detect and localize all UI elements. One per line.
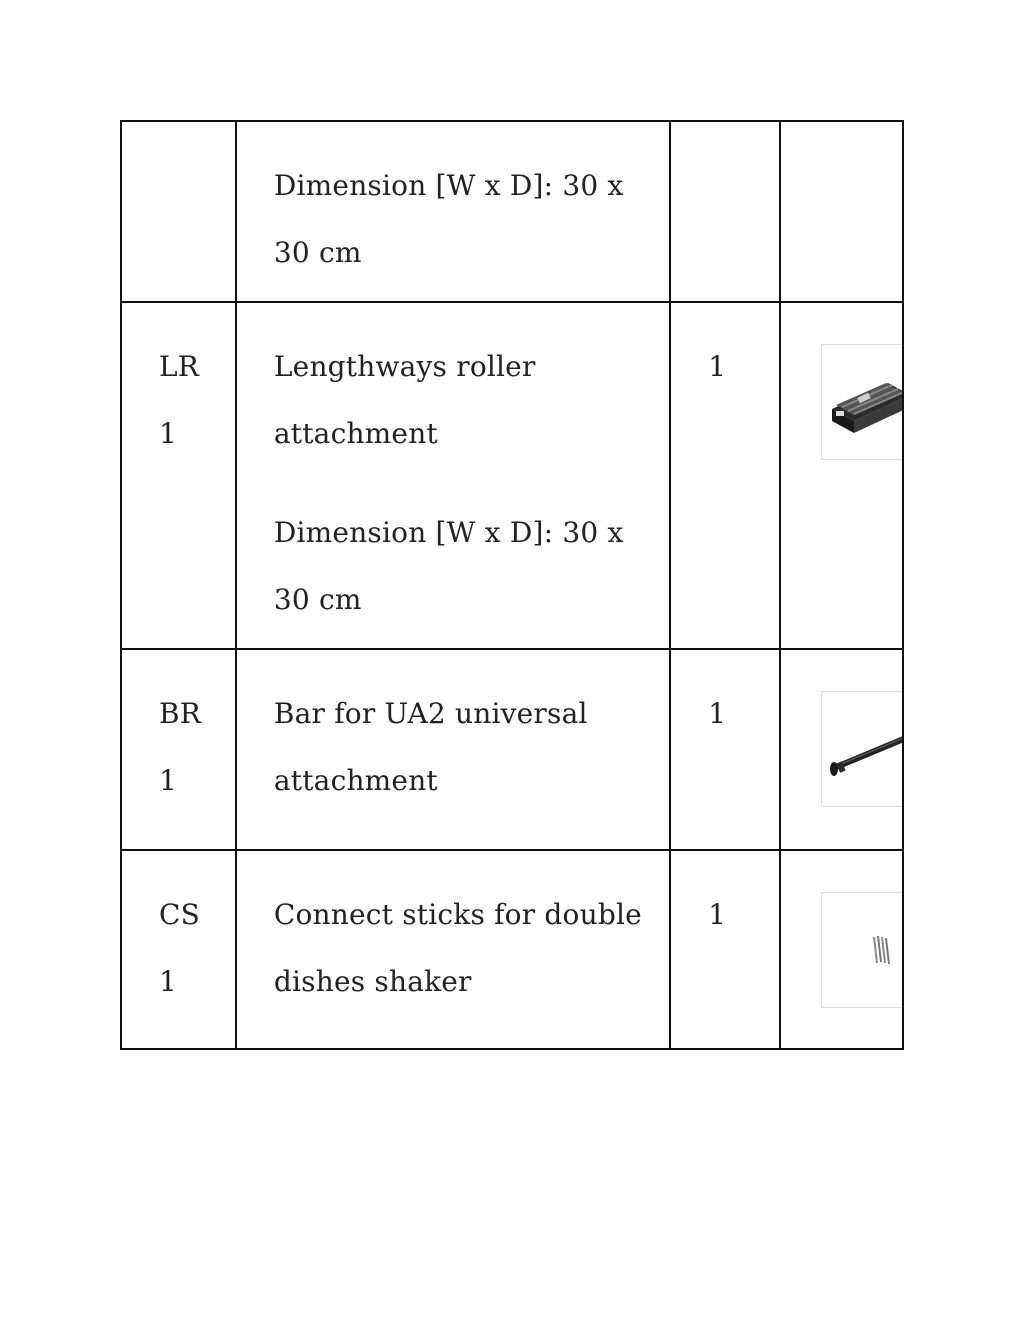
part-code-prefix: CS	[159, 898, 201, 931]
part-code-number: 1	[159, 417, 178, 450]
part-image-cell	[780, 850, 903, 1049]
part-code-prefix: LR	[159, 350, 200, 383]
part-description-cell	[236, 302, 670, 649]
roller-attachment-icon	[822, 345, 903, 460]
part-code-prefix: BR	[159, 697, 202, 730]
part-description: Bar for UA2 universal attachment	[273, 697, 588, 797]
part-image-cell	[780, 302, 903, 649]
part-code-cell	[121, 121, 236, 302]
part-description-cell	[236, 850, 670, 1049]
table-row	[121, 649, 903, 850]
part-image-cell	[780, 649, 903, 850]
table-row	[121, 850, 903, 1049]
connect-sticks-icon	[822, 893, 903, 1008]
table-row	[121, 121, 903, 302]
part-quantity: 1	[708, 898, 727, 931]
part-dimension: Dimension [W x D]: 30 x 30 cm	[273, 516, 624, 616]
part-code-cell	[121, 850, 236, 1049]
part-quantity-cell	[670, 649, 780, 850]
bar-image	[821, 691, 903, 807]
part-quantity: 1	[708, 697, 727, 730]
part-description: Dimension [W x D]: 30 x 30 cm	[273, 169, 624, 269]
part-code-cell	[121, 302, 236, 649]
part-code-cell	[121, 649, 236, 850]
roller-attachment-image	[821, 344, 903, 460]
part-quantity-cell	[670, 850, 780, 1049]
parts-table	[120, 120, 904, 1050]
bar-icon	[822, 692, 903, 807]
part-description: Connect sticks for double dishes shaker	[273, 898, 642, 998]
connect-sticks-image	[821, 892, 903, 1008]
part-description: Lengthways roller attachment	[273, 350, 536, 450]
table-row	[121, 302, 903, 649]
part-description-cell	[236, 649, 670, 850]
part-quantity-cell	[670, 121, 780, 302]
part-code-number: 1	[159, 965, 178, 998]
part-description-cell	[236, 121, 670, 302]
part-code-number: 1	[159, 764, 178, 797]
part-quantity-cell	[670, 302, 780, 649]
part-quantity: 1	[708, 350, 727, 383]
part-image-cell	[780, 121, 903, 302]
